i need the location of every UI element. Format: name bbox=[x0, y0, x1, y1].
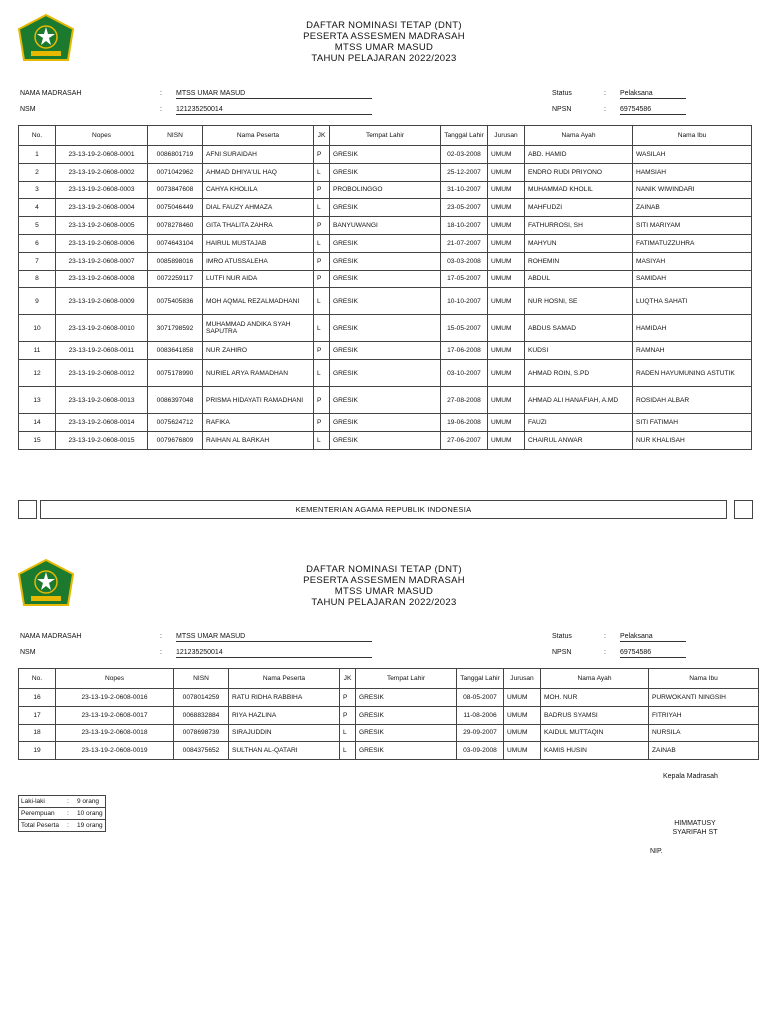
cell-nama-ayah: MUHAMMAD KHOLIL bbox=[525, 181, 633, 199]
cell-no: 4 bbox=[19, 199, 56, 217]
cell-jurusan: UMUM bbox=[488, 431, 525, 449]
nsm-label: NSM bbox=[20, 106, 36, 113]
nsm-value: 121235250014 bbox=[176, 648, 372, 658]
summary-cell bbox=[19, 820, 106, 832]
cell-nama-ibu: HAMSIAH bbox=[633, 163, 752, 181]
cell-tempat-lahir: GRESIK bbox=[330, 146, 441, 164]
table-row bbox=[19, 315, 752, 342]
cell-tanggal-lahir: 18-10-2007 bbox=[441, 217, 488, 235]
summary-value: 9 orang bbox=[77, 798, 100, 805]
cell-no: 9 bbox=[19, 288, 56, 315]
cell-tanggal-lahir: 10-10-2007 bbox=[441, 288, 488, 315]
cell-nama-ayah: ABD. HAMID bbox=[525, 146, 633, 164]
cell-nama-ibu: NURSILA bbox=[649, 724, 759, 742]
cell-nisn: 0072259117 bbox=[148, 270, 203, 288]
cell-nama-ayah: ENDRO RUDI PRIYONO bbox=[525, 163, 633, 181]
cell-nama-peserta: SIRAJUDDIN bbox=[229, 724, 340, 742]
footer-right-box bbox=[734, 500, 753, 519]
table-row bbox=[19, 724, 759, 742]
cell-nopes: 23-13-19-2-0608-0019 bbox=[56, 742, 174, 760]
cell-nisn: 0075046449 bbox=[148, 199, 203, 217]
cell-nisn: 0075624712 bbox=[148, 414, 203, 432]
cell-nama-ayah: KAIDUL MUTTAQIN bbox=[541, 724, 649, 742]
table-row bbox=[19, 217, 752, 235]
npsn-label: NPSN bbox=[552, 649, 572, 656]
cell-no: 15 bbox=[19, 431, 56, 449]
summary-sep: : bbox=[67, 810, 69, 817]
signature-name-line2: SYARIFAH ST bbox=[672, 829, 718, 836]
dnt-table-page-1 bbox=[18, 125, 752, 450]
cell-jurusan: UMUM bbox=[488, 234, 525, 252]
summary-label: Total Peserta bbox=[21, 822, 59, 829]
cell-nama-ibu: ROSIDAH ALBAR bbox=[633, 387, 752, 414]
cell-jurusan: UMUM bbox=[504, 742, 541, 760]
cell-nama-peserta: AHMAD DHIYA'UL HAQ bbox=[203, 163, 314, 181]
table-row bbox=[19, 431, 752, 449]
cell-nisn: 0078698739 bbox=[174, 724, 229, 742]
col-header: JK bbox=[314, 126, 330, 146]
cell-nopes: 23-13-19-2-0608-0016 bbox=[56, 689, 174, 707]
cell-jurusan: UMUM bbox=[488, 387, 525, 414]
nama-madrasah-label: NAMA MADRASAH bbox=[20, 633, 82, 640]
table-header-row bbox=[19, 126, 752, 146]
summary-row bbox=[19, 808, 106, 820]
summary-row bbox=[19, 796, 106, 808]
cell-tanggal-lahir: 17-06-2008 bbox=[441, 342, 488, 360]
cell-nama-peserta: PRISMA HIDAYATI RAMADHANI bbox=[203, 387, 314, 414]
cell-nama-ibu: SITI MARIYAM bbox=[633, 217, 752, 235]
col-header: Tempat Lahir bbox=[356, 669, 457, 689]
cell-nama-ibu: ZAINAB bbox=[649, 742, 759, 760]
cell-nama-ayah: MAHYUN bbox=[525, 234, 633, 252]
cell-nama-ibu: ZAINAB bbox=[633, 199, 752, 217]
col-header: Jurusan bbox=[504, 669, 541, 689]
summary-cell bbox=[19, 796, 106, 808]
npsn-value: 69754586 bbox=[620, 648, 686, 658]
table-row bbox=[19, 414, 752, 432]
cell-nama-peserta: MUHAMMAD ANDIKA SYAH SAPUTRA bbox=[203, 315, 314, 342]
cell-nisn: 0074643104 bbox=[148, 234, 203, 252]
summary-cell bbox=[19, 808, 106, 820]
cell-nama-ibu: FATIMATUZZUHRA bbox=[633, 234, 752, 252]
summary-sep: : bbox=[67, 798, 69, 805]
cell-nopes: 23-13-19-2-0608-0012 bbox=[56, 360, 148, 387]
cell-nisn: 0084375652 bbox=[174, 742, 229, 760]
cell-nopes: 23-13-19-2-0608-0006 bbox=[56, 234, 148, 252]
cell-nopes: 23-13-19-2-0608-0013 bbox=[56, 387, 148, 414]
cell-nopes: 23-13-19-2-0608-0003 bbox=[56, 181, 148, 199]
cell-jk: P bbox=[314, 217, 330, 235]
cell-no: 14 bbox=[19, 414, 56, 432]
cell-nama-ayah: CHAIRUL ANWAR bbox=[525, 431, 633, 449]
cell-nama-peserta: CAHYA KHOLILA bbox=[203, 181, 314, 199]
cell-nama-ayah: ABDUS SAMAD bbox=[525, 315, 633, 342]
cell-nama-ibu: SITI FATIMAH bbox=[633, 414, 752, 432]
cell-no: 11 bbox=[19, 342, 56, 360]
cell-nama-ibu: WASILAH bbox=[633, 146, 752, 164]
table-row bbox=[19, 288, 752, 315]
cell-nama-ayah: BADRUS SYAMSI bbox=[541, 706, 649, 724]
cell-no: 3 bbox=[19, 181, 56, 199]
cell-nama-ibu: SAMIDAH bbox=[633, 270, 752, 288]
cell-nama-peserta: MOH AQMAL REZALMADHANI bbox=[203, 288, 314, 315]
cell-nama-peserta: GITA THALITA ZAHRA bbox=[203, 217, 314, 235]
cell-nisn: 0078014259 bbox=[174, 689, 229, 707]
cell-no: 1 bbox=[19, 146, 56, 164]
cell-tanggal-lahir: 27-08-2008 bbox=[441, 387, 488, 414]
kemenag-logo bbox=[17, 14, 75, 66]
cell-nama-ayah: KUDSI bbox=[525, 342, 633, 360]
cell-no: 5 bbox=[19, 217, 56, 235]
cell-tempat-lahir: BANYUWANGI bbox=[330, 217, 441, 235]
cell-nama-ayah: NUR HOSNI, SE bbox=[525, 288, 633, 315]
cell-tanggal-lahir: 03-03-2008 bbox=[441, 252, 488, 270]
cell-tempat-lahir: GRESIK bbox=[330, 342, 441, 360]
cell-jurusan: UMUM bbox=[504, 724, 541, 742]
cell-no: 7 bbox=[19, 252, 56, 270]
cell-tempat-lahir: GRESIK bbox=[330, 252, 441, 270]
cell-nama-ayah: FAUZI bbox=[525, 414, 633, 432]
cell-nama-ibu: HAMIDAH bbox=[633, 315, 752, 342]
table-row bbox=[19, 689, 759, 707]
cell-no: 18 bbox=[19, 724, 56, 742]
summary-row bbox=[19, 820, 106, 832]
col-header: Nama Ayah bbox=[525, 126, 633, 146]
cell-tanggal-lahir: 03-10-2007 bbox=[441, 360, 488, 387]
signature-role: Kepala Madrasah bbox=[663, 773, 718, 780]
cell-nama-ibu: RADEN HAYUMUNING ASTUTIK bbox=[633, 360, 752, 387]
npsn-label: NPSN bbox=[552, 106, 572, 113]
cell-jurusan: UMUM bbox=[488, 146, 525, 164]
cell-tanggal-lahir: 25-12-2007 bbox=[441, 163, 488, 181]
colon: : bbox=[160, 633, 162, 640]
cell-no: 13 bbox=[19, 387, 56, 414]
summary-label: Laki-laki bbox=[21, 798, 45, 805]
table-row bbox=[19, 706, 759, 724]
col-header: Nama Peserta bbox=[203, 126, 314, 146]
cell-nama-peserta: SULTHAN AL-QATARI bbox=[229, 742, 340, 760]
npsn-value: 69754586 bbox=[620, 105, 686, 115]
table-row bbox=[19, 342, 752, 360]
col-header: No. bbox=[19, 669, 56, 689]
cell-jk: P bbox=[314, 342, 330, 360]
nsm-label: NSM bbox=[20, 649, 36, 656]
nsm-value: 121235250014 bbox=[176, 105, 372, 115]
cell-nopes: 23-13-19-2-0608-0007 bbox=[56, 252, 148, 270]
cell-no: 10 bbox=[19, 315, 56, 342]
cell-jk: L bbox=[314, 360, 330, 387]
table-row bbox=[19, 199, 752, 217]
cell-jurusan: UMUM bbox=[488, 270, 525, 288]
cell-nama-ayah: FATHURROSI, SH bbox=[525, 217, 633, 235]
cell-nopes: 23-13-19-2-0608-0005 bbox=[56, 217, 148, 235]
cell-nama-ibu: NANIK WIWINDARI bbox=[633, 181, 752, 199]
cell-nopes: 23-13-19-2-0608-0001 bbox=[56, 146, 148, 164]
cell-tanggal-lahir: 27-06-2007 bbox=[441, 431, 488, 449]
cell-no: 17 bbox=[19, 706, 56, 724]
colon: : bbox=[604, 633, 606, 640]
cell-nama-ayah: KAMIS HUSIN bbox=[541, 742, 649, 760]
cell-nama-peserta: RIYA HAZLINA bbox=[229, 706, 340, 724]
summary-value: 19 orang bbox=[77, 822, 103, 829]
signature-nip: NIP. bbox=[650, 848, 663, 855]
dnt-table-page-2 bbox=[18, 668, 759, 760]
cell-nama-peserta: HAIRUL MUSTAJAB bbox=[203, 234, 314, 252]
nama-madrasah-value: MTSS UMAR MASUD bbox=[176, 89, 372, 99]
cell-tanggal-lahir: 11-08-2006 bbox=[457, 706, 504, 724]
cell-jk: L bbox=[314, 199, 330, 217]
table-row bbox=[19, 360, 752, 387]
cell-nisn: 0075178990 bbox=[148, 360, 203, 387]
colon: : bbox=[160, 106, 162, 113]
cell-jk: L bbox=[314, 163, 330, 181]
cell-jk: L bbox=[340, 724, 356, 742]
cell-jk: L bbox=[314, 234, 330, 252]
cell-tanggal-lahir: 17-05-2007 bbox=[441, 270, 488, 288]
cell-nisn: 3071798592 bbox=[148, 315, 203, 342]
col-header: Nama Peserta bbox=[229, 669, 340, 689]
cell-tanggal-lahir: 19-06-2008 bbox=[441, 414, 488, 432]
cell-jk: P bbox=[314, 387, 330, 414]
cell-nama-ayah: ABDUL bbox=[525, 270, 633, 288]
cell-nisn: 0075405836 bbox=[148, 288, 203, 315]
table-row bbox=[19, 234, 752, 252]
colon: : bbox=[160, 649, 162, 656]
summary-table bbox=[18, 795, 106, 832]
page-1-title: DAFTAR NOMINASI TETAP (DNT) PESERTA ASSESMEN MADRASAH MTSS UMAR MASUD TAHUN PELAJARAN 2022/2023 bbox=[303, 20, 465, 64]
cell-nama-ayah: ROHEMIN bbox=[525, 252, 633, 270]
cell-nopes: 23-13-19-2-0608-0010 bbox=[56, 315, 148, 342]
cell-tempat-lahir: GRESIK bbox=[356, 724, 457, 742]
cell-nama-peserta: DIAL FAUZY AHMAZA bbox=[203, 199, 314, 217]
cell-nama-ayah: AHMAD ALI HANAFIAH, A.MD bbox=[525, 387, 633, 414]
cell-no: 19 bbox=[19, 742, 56, 760]
cell-nama-ibu: NUR KHALISAH bbox=[633, 431, 752, 449]
cell-tempat-lahir: GRESIK bbox=[330, 387, 441, 414]
colon: : bbox=[160, 90, 162, 97]
cell-tempat-lahir: GRESIK bbox=[330, 270, 441, 288]
cell-tempat-lahir: GRESIK bbox=[356, 706, 457, 724]
table-row bbox=[19, 163, 752, 181]
cell-jk: L bbox=[314, 315, 330, 342]
cell-jurusan: UMUM bbox=[488, 199, 525, 217]
cell-nisn: 0068832884 bbox=[174, 706, 229, 724]
cell-tanggal-lahir: 15-05-2007 bbox=[441, 315, 488, 342]
cell-nopes: 23-13-19-2-0608-0009 bbox=[56, 288, 148, 315]
cell-tanggal-lahir: 03-09-2008 bbox=[457, 742, 504, 760]
col-header: Tanggal Lahir bbox=[457, 669, 504, 689]
cell-nopes: 23-13-19-2-0608-0002 bbox=[56, 163, 148, 181]
cell-nama-peserta: IMRO ATUSSALEHA bbox=[203, 252, 314, 270]
status-value: Pelaksana bbox=[620, 632, 686, 642]
cell-no: 6 bbox=[19, 234, 56, 252]
cell-nisn: 0079676809 bbox=[148, 431, 203, 449]
cell-nisn: 0078278460 bbox=[148, 217, 203, 235]
cell-jurusan: UMUM bbox=[504, 689, 541, 707]
cell-jurusan: UMUM bbox=[488, 181, 525, 199]
status-value: Pelaksana bbox=[620, 89, 686, 99]
colon: : bbox=[604, 90, 606, 97]
cell-tempat-lahir: GRESIK bbox=[330, 360, 441, 387]
cell-nisn: 0085898016 bbox=[148, 252, 203, 270]
table-row bbox=[19, 387, 752, 414]
cell-tanggal-lahir: 02-03-2008 bbox=[441, 146, 488, 164]
colon: : bbox=[604, 106, 606, 113]
colon: : bbox=[604, 649, 606, 656]
table-row bbox=[19, 742, 759, 760]
cell-jk: P bbox=[340, 706, 356, 724]
col-header: Tanggal Lahir bbox=[441, 126, 488, 146]
status-label: Status bbox=[552, 633, 572, 640]
col-header: Nama Ibu bbox=[649, 669, 759, 689]
col-header: Nopes bbox=[56, 126, 148, 146]
nama-madrasah-label: NAMA MADRASAH bbox=[20, 90, 82, 97]
footer-banner: KEMENTERIAN AGAMA REPUBLIK INDONESIA bbox=[40, 500, 727, 519]
cell-nopes: 23-13-19-2-0608-0018 bbox=[56, 724, 174, 742]
cell-nama-ayah: MAHFUDZI bbox=[525, 199, 633, 217]
cell-tanggal-lahir: 29-09-2007 bbox=[457, 724, 504, 742]
cell-nama-peserta: LUTFI NUR AIDA bbox=[203, 270, 314, 288]
cell-jk: L bbox=[340, 742, 356, 760]
cell-tempat-lahir: GRESIK bbox=[330, 431, 441, 449]
cell-nama-ibu: FITRIYAH bbox=[649, 706, 759, 724]
cell-nisn: 0073847608 bbox=[148, 181, 203, 199]
cell-nopes: 23-13-19-2-0608-0014 bbox=[56, 414, 148, 432]
cell-jurusan: UMUM bbox=[488, 342, 525, 360]
cell-nisn: 0071042962 bbox=[148, 163, 203, 181]
cell-tanggal-lahir: 21-07-2007 bbox=[441, 234, 488, 252]
table-row bbox=[19, 181, 752, 199]
cell-nama-ibu: MASIYAH bbox=[633, 252, 752, 270]
cell-jk: L bbox=[314, 288, 330, 315]
cell-tempat-lahir: GRESIK bbox=[330, 288, 441, 315]
cell-nopes: 23-13-19-2-0608-0017 bbox=[56, 706, 174, 724]
cell-nama-ayah: MOH. NUR bbox=[541, 689, 649, 707]
col-header: Jurusan bbox=[488, 126, 525, 146]
cell-nama-peserta: AFNI SURAIDAH bbox=[203, 146, 314, 164]
col-header: JK bbox=[340, 669, 356, 689]
col-header: NISN bbox=[174, 669, 229, 689]
cell-tempat-lahir: PROBOLINGGO bbox=[330, 181, 441, 199]
cell-jurusan: UMUM bbox=[488, 315, 525, 342]
nama-madrasah-value: MTSS UMAR MASUD bbox=[176, 632, 372, 642]
cell-tempat-lahir: GRESIK bbox=[356, 742, 457, 760]
cell-jurusan: UMUM bbox=[488, 217, 525, 235]
cell-jurusan: UMUM bbox=[488, 163, 525, 181]
cell-no: 8 bbox=[19, 270, 56, 288]
table-row bbox=[19, 252, 752, 270]
cell-nama-peserta: RATU RIDHA RABBIHA bbox=[229, 689, 340, 707]
summary-sep: : bbox=[67, 822, 69, 829]
signature-name bbox=[640, 819, 750, 837]
kemenag-logo bbox=[17, 559, 75, 611]
col-header: Nama Ayah bbox=[541, 669, 649, 689]
cell-tanggal-lahir: 31-10-2007 bbox=[441, 181, 488, 199]
cell-nama-ayah: AHMAD ROIN, S.PD bbox=[525, 360, 633, 387]
col-header: NISN bbox=[148, 126, 203, 146]
cell-tanggal-lahir: 08-05-2007 bbox=[457, 689, 504, 707]
status-label: Status bbox=[552, 90, 572, 97]
cell-tempat-lahir: GRESIK bbox=[356, 689, 457, 707]
cell-nama-peserta: RAIHAN AL BARKAH bbox=[203, 431, 314, 449]
cell-nisn: 0086397048 bbox=[148, 387, 203, 414]
table-row bbox=[19, 270, 752, 288]
cell-nama-ibu: RAMNAH bbox=[633, 342, 752, 360]
cell-jk: P bbox=[314, 414, 330, 432]
cell-jk: P bbox=[314, 146, 330, 164]
table-header-row bbox=[19, 669, 759, 689]
cell-no: 16 bbox=[19, 689, 56, 707]
table-row bbox=[19, 146, 752, 164]
cell-tempat-lahir: GRESIK bbox=[330, 163, 441, 181]
cell-jk: P bbox=[314, 270, 330, 288]
col-header: Nama Ibu bbox=[633, 126, 752, 146]
cell-no: 12 bbox=[19, 360, 56, 387]
cell-jk: P bbox=[314, 181, 330, 199]
page-2-title: DAFTAR NOMINASI TETAP (DNT) PESERTA ASSESMEN MADRASAH MTSS UMAR MASUD TAHUN PELAJARAN 2022/2023 bbox=[303, 564, 465, 608]
cell-nopes: 23-13-19-2-0608-0011 bbox=[56, 342, 148, 360]
summary-value: 10 orang bbox=[77, 810, 103, 817]
footer-left-box bbox=[18, 500, 37, 519]
cell-nopes: 23-13-19-2-0608-0004 bbox=[56, 199, 148, 217]
cell-nopes: 23-13-19-2-0608-0015 bbox=[56, 431, 148, 449]
cell-nama-ibu: LUQTHA SAHATI bbox=[633, 288, 752, 315]
summary-label: Perempuan bbox=[21, 810, 55, 817]
cell-jurusan: UMUM bbox=[488, 360, 525, 387]
cell-nama-peserta: NUR ZAHIRO bbox=[203, 342, 314, 360]
cell-jurusan: UMUM bbox=[504, 706, 541, 724]
cell-jurusan: UMUM bbox=[488, 252, 525, 270]
cell-jk: L bbox=[314, 431, 330, 449]
signature-name-line1: HIMMATUSY bbox=[674, 820, 716, 827]
cell-tempat-lahir: GRESIK bbox=[330, 414, 441, 432]
col-header: Tempat Lahir bbox=[330, 126, 441, 146]
col-header: No. bbox=[19, 126, 56, 146]
cell-nama-peserta: NURIEL ARYA RAMADHAN bbox=[203, 360, 314, 387]
cell-no: 2 bbox=[19, 163, 56, 181]
cell-nisn: 0083641858 bbox=[148, 342, 203, 360]
cell-nisn: 0086801719 bbox=[148, 146, 203, 164]
cell-nopes: 23-13-19-2-0608-0008 bbox=[56, 270, 148, 288]
cell-nama-peserta: RAFIKA bbox=[203, 414, 314, 432]
cell-tempat-lahir: GRESIK bbox=[330, 234, 441, 252]
cell-jurusan: UMUM bbox=[488, 414, 525, 432]
cell-nama-ibu: PURWOKANTI NINGSIH bbox=[649, 689, 759, 707]
cell-jk: P bbox=[314, 252, 330, 270]
col-header: Nopes bbox=[56, 669, 174, 689]
cell-jurusan: UMUM bbox=[488, 288, 525, 315]
cell-tanggal-lahir: 23-05-2007 bbox=[441, 199, 488, 217]
cell-tempat-lahir: GRESIK bbox=[330, 199, 441, 217]
cell-tempat-lahir: GRESIK bbox=[330, 315, 441, 342]
cell-jk: P bbox=[340, 689, 356, 707]
